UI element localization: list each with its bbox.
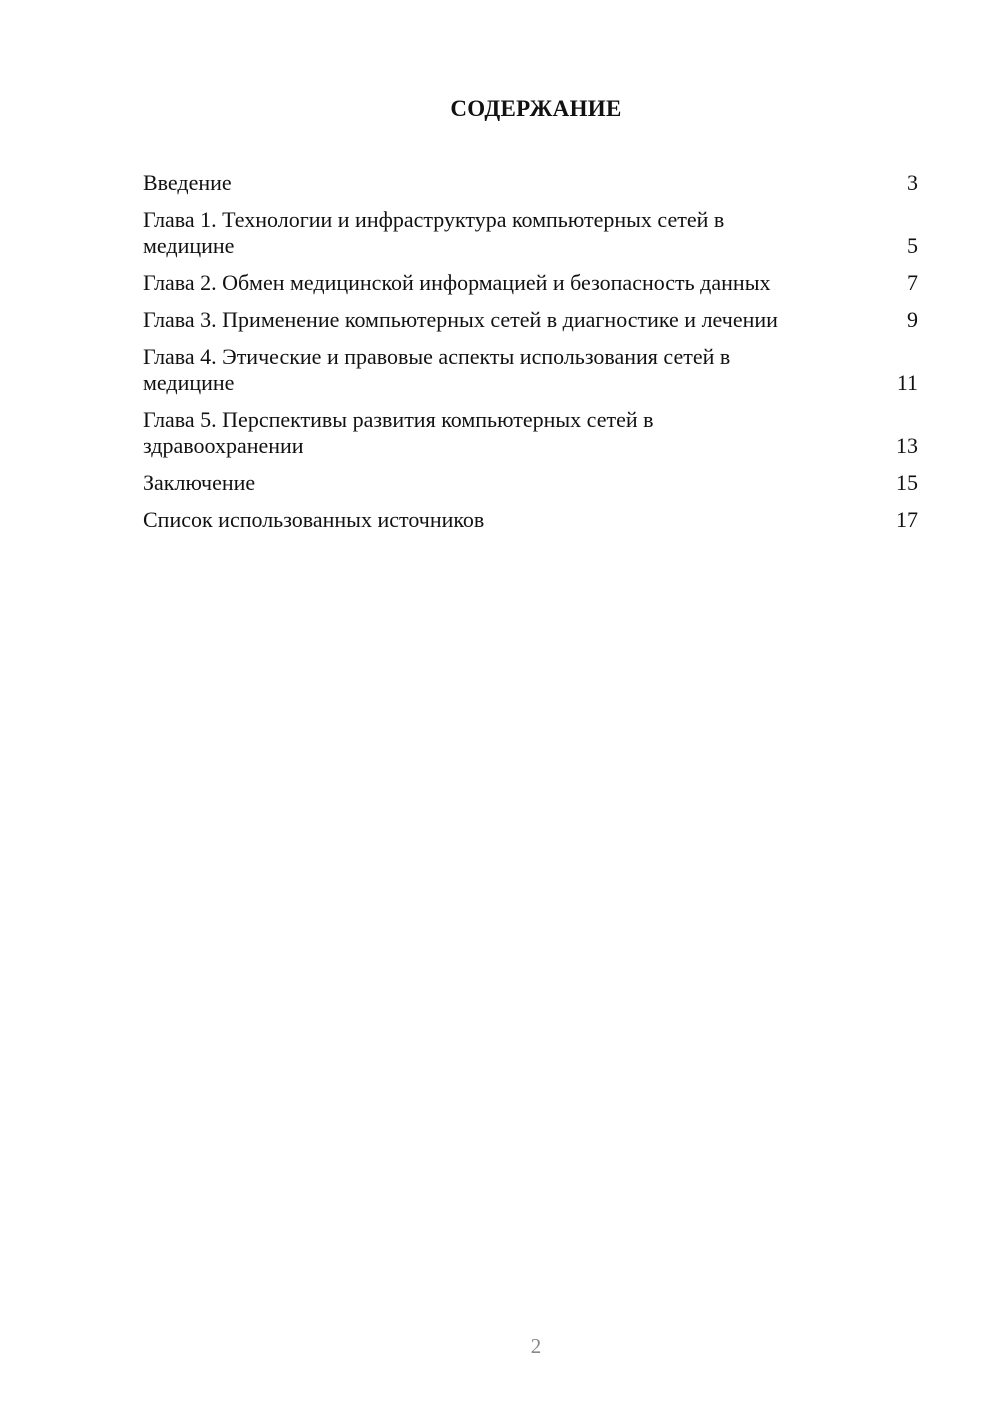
toc-entry-text: Глава 4. Этические и правовые аспекты использования сетей в медицине bbox=[143, 344, 731, 395]
toc-entry-page: 3 bbox=[907, 170, 918, 195]
toc-entry-text: Заключение bbox=[143, 470, 256, 495]
toc-entry-text: Глава 3. Применение компьютерных сетей в диагностике и лечении bbox=[143, 307, 778, 332]
toc-entry-page: 9 bbox=[907, 307, 918, 332]
toc-entry-references[interactable] bbox=[143, 507, 918, 533]
toc-entry-page: 5 bbox=[907, 233, 918, 258]
toc-entry-text: Глава 2. Обмен медицинской информацией и безопасность данных bbox=[143, 270, 771, 295]
toc-entry-chapter-5[interactable] bbox=[143, 407, 918, 459]
page-title: СОДЕРЖАНИЕ bbox=[450, 96, 622, 121]
toc-entry-text: Введение bbox=[143, 170, 232, 195]
table-of-contents bbox=[143, 170, 918, 544]
toc-entry-chapter-1[interactable] bbox=[143, 207, 918, 259]
page-number: 2 bbox=[530, 1334, 542, 1358]
toc-entry-chapter-4[interactable] bbox=[143, 344, 918, 396]
toc-entry-chapter-2[interactable] bbox=[143, 270, 918, 296]
toc-entry-page: 11 bbox=[896, 370, 918, 395]
toc-entry-page: 13 bbox=[896, 433, 918, 458]
toc-entry-text: Глава 5. Перспективы развития компьютерных сетей в здравоохранении bbox=[143, 407, 654, 458]
toc-entry-chapter-3[interactable] bbox=[143, 307, 918, 333]
toc-entry-introduction[interactable] bbox=[143, 170, 918, 196]
toc-entry-page: 15 bbox=[896, 470, 918, 495]
toc-entry-text: Список использованных источников bbox=[143, 507, 485, 532]
toc-entry-text: Глава 1. Технологии и инфраструктура компьютерных сетей в медицине bbox=[143, 207, 725, 258]
toc-entry-conclusion[interactable] bbox=[143, 470, 918, 496]
toc-entry-page: 7 bbox=[907, 270, 918, 295]
toc-entry-page: 17 bbox=[896, 507, 918, 532]
